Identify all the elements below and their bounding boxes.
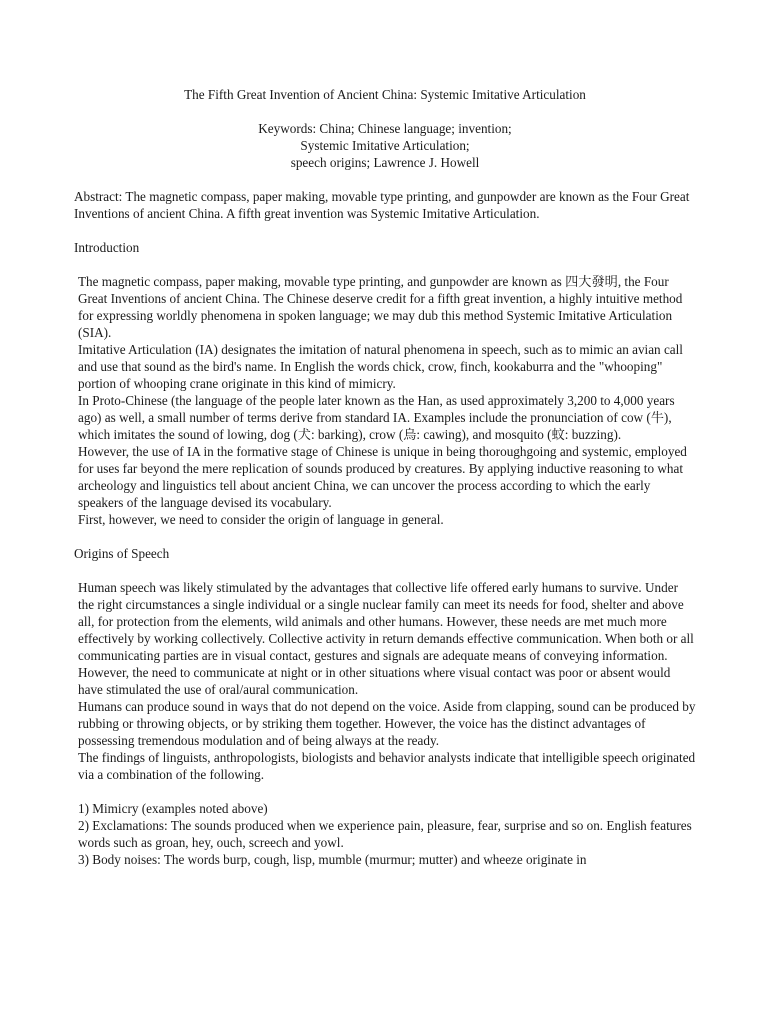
origins-paragraph: The findings of linguists, anthropologists, biologists and behavior analysts indicate that intelligible speech originated via a combination of the following.	[78, 750, 696, 782]
list-item: 2) Exclamations: The sounds produced when we experience pain, pleasure, fear, surprise and so on. English features words such as groan, hey, ouch, screech and yowl.	[78, 818, 692, 850]
origins-body	[74, 579, 696, 783]
document-title: The Fifth Great Invention of Ancient China: Systemic Imitative Articulation	[184, 87, 586, 102]
intro-paragraph: In Proto-Chinese (the language of the people later known as the Han, as used approximately 3,200 to 4,000 years ago) as well, a small number of terms derive from standard IA. Examples include the pronunciation of cow (牛), which imitates the sound of lowing, dog (犬: barking), crow (烏: cawing), and mosquito (蚊: buzzing).	[78, 393, 675, 442]
keywords-line-3: speech origins; Lawrence J. Howell	[290, 155, 480, 170]
origins-paragraph: Human speech was likely stimulated by the advantages that collective life offered early humans to survive. Under the right circumstances a single individual or a single nuclear family can meet its needs for food, shelter and above all, for protection from the elements, wild animals and other humans. However, these needs are met much more effectively by working collectively. Collective activity in return demands effective communication. When both or all communicating parties are in visual contact, gestures and signals are adequate means of conveying information. However, the need to communicate at night or in other situations where visual contact was poor or absent would have stimulated the use of oral/aural communication.	[78, 580, 694, 697]
list-item: 1) Mimicry (examples noted above)	[78, 801, 268, 816]
intro-paragraph: However, the use of IA in the formative stage of Chinese is unique in being thoroughgoing and systemic, employed for uses far beyond the mere replication of sounds produced by creatures. By applying inductive reasoning to what archeology and linguistics tell about ancient China, we can uncover the process according to which the early speakers of the language devised its vocabulary.	[78, 444, 687, 510]
introduction-heading: Introduction	[74, 240, 140, 255]
abstract-paragraph: Abstract: The magnetic compass, paper making, movable type printing, and gunpowder are known as the Four Great Inventions of ancient China. A fifth great invention was Systemic Imitative Articulation.	[74, 189, 690, 221]
introduction-body	[74, 273, 696, 528]
intro-paragraph: Imitative Articulation (IA) designates the imitation of natural phenomena in speech, such as to mimic an avian call and use that sound as the bird's name. In English the words chick, crow, finch, kookaburra and the "whooping" portion of whooping crane originate in this kind of mimicry.	[78, 342, 683, 391]
intro-paragraph: First, however, we need to consider the origin of language in general.	[78, 512, 444, 527]
origins-heading: Origins of Speech	[74, 546, 170, 561]
origins-paragraph: Humans can produce sound in ways that do not depend on the voice. Aside from clapping, sound can be produced by rubbing or throwing objects, or by striking them together. However, the voice has the distinct advantages of possessing tremendous modulation and of being always at the ready.	[78, 699, 696, 748]
keywords-line-1: Keywords: China; Chinese language; invention;	[258, 121, 512, 136]
origins-list	[74, 800, 696, 868]
keywords-block	[74, 120, 696, 171]
document-page	[74, 86, 696, 868]
list-item: 3) Body noises: The words burp, cough, lisp, mumble (murmur; mutter) and wheeze originate in	[78, 852, 587, 867]
keywords-line-2: Systemic Imitative Articulation;	[300, 138, 470, 153]
intro-paragraph: The magnetic compass, paper making, movable type printing, and gunpowder are known as 四大發明, the Four Great Inventions of ancient China. The Chinese deserve credit for a fifth great invention, a highly intuitive method for expressing worldly phenomena in spoken language; we may dub this method Systemic Imitative Articulation (SIA).	[78, 274, 683, 340]
